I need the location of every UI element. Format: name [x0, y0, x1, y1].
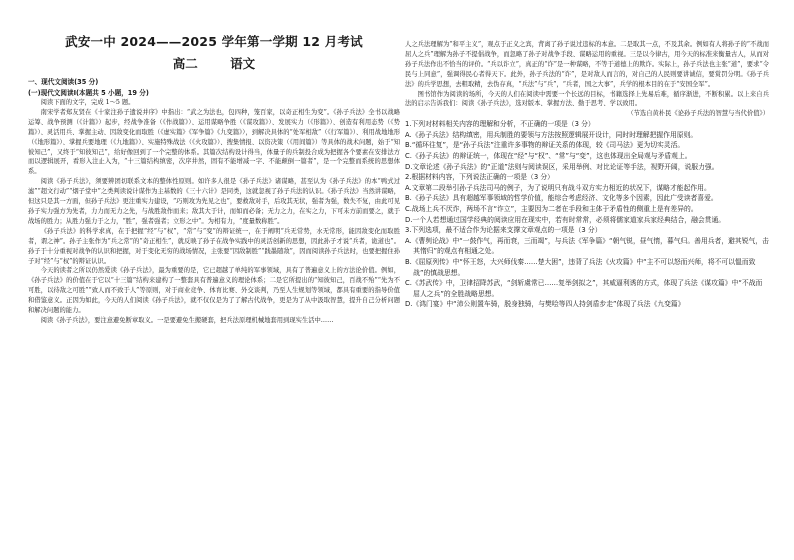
passage-paragraph: 今天的读者之所以仍然爱读《孙子兵法》，最为重要的是，它已超越了单纯的军事领域，具有了普遍意义上的方法论价值。例如，《孙子兵法》的价值在于它以“十三篇”结构来建构了一整套具有普遍意义的理论体系；二是它所提出的“知彼知己，百战不殆”“先为不可胜，以待敌之可胜”“致人而不致于人”等原则，对于商业竞争、体育比赛、外交谈判，乃至人生规划等领域，都具有重要的指导价值和借鉴意义。正因为如此，今天的人们阅读《孙子兵法》，就不仅仅是为了了解古代战争，更是为了从中汲取智慧，提升自己分析问题和解决问题的能力。 [28, 267, 400, 315]
passage-paragraph: 南宋学者郑友贤在《十家注孙子遗说并序》中指出：“武之为法也，包四种，笼百家，以奇正相生为变”。《孙子兵法》全书以战略运筹、战争预测（《计篇》）起步，经战争准备（《作战篇》）、运用谋略争胜（《谋攻篇》）、发展实力（《形篇》）、创造有利用态势（《势篇》）、灵活用兵、掌握主动、因敌变化而取胜（《虚实篇》《军争篇》《九变篇》），到解决具体的“处军相敌”（《行军篇》）、利用战地地形（《地形篇》）、掌握兵要地理（《九地篇》）、实施特殊战法（《火攻篇》）、搜集情报、以资决策（《用间篇》）等具体的战术问题，始于“知彼知己”，又终于“知彼知己”，给好像回到了一个完整的体系。其篇次结构设计得当，体量子的兵制投合成为把握各个要素在安排法方而以逻辑展开，看形入注止入为，“十三篇结构缜密，次序井然，固有不能增减一字、不能颠倒一篇者”，是一个完整而系统的思想体系。 [28, 108, 400, 176]
passage-paragraph: 《孙子兵法》的科学求真，在于把握“经”与“权”，“常”与“变”的辩证统一，在于阐明“兵无常势，水无常形，能因敌变化而取胜者，谓之神”。孙子主张作为“兵之常”的“奇正相生”，就反映了孙子在战争实践中的灵活创新的思想，因此孙子才说“兵者，诡道也”。孙子于十分重视对战争的认识和把握，对于变化无穷的战场情况，主张要“因敌制胜”“践墨随敌”，因而阅读孙子兵法时，也要把握住孙子对“经”与“权”的辩证认识。 [28, 227, 400, 265]
exam-title: 武安一中 2024——2025 学年第一学期 12 月考试 [65, 34, 363, 49]
question-option: A.文章第二段举引孙子兵法司马的例子，为了说明只有战斗双方实力相近的状况下，谋略才能起作用。 [405, 183, 711, 192]
question-stem: 1.下列对材料相关内容的理解和分析，不正确的一项是（3 分） [405, 120, 595, 129]
passage-paragraph: 阅读《孙子兵法》，须要辨团切联系文本的整体性原则。如许多人很是《孙子兵法》诸谋略，甚至认为《孙子兵法》的本“鸭式过滤”“超文行动”“烟子堂中”之类判读说计谋作为主基数的《三十六计》是同类，这就忽视了孙子兵法的认识。《孙子兵法》当然讲谋略，但这只是其一方面，但孙子兵法》更注重实力建设，“巧则攻为先见之也”，要救敌对手，后攻其无状，强者为强，数失不复，由此可见孙子实力强方为先者，力力而无力之先，与战胜敌作而来；敌其大于计，而如而必备；无力之力，在实之力，下可未方前而要之，就于战场的胜力；从胜力强力于之力，“胜”，强者强者；立形之中”。为相有力，“度量数称胜”。 [28, 178, 400, 225]
exam-grade: 高二 [172, 56, 198, 71]
section-heading: 一、现代文阅读(35 分) [28, 78, 99, 86]
passage-source: （节选自黄朴民《论孙子兵法的智慧与当代价值》） [627, 110, 769, 118]
question-option: B.《屈原列传》中“怀王怒，大兴师伐秦……楚大困”，违背了兵法《火攻篇》中“主不可以怒而兴师，将不可以愠而致战”的慎战思想。 [405, 257, 756, 277]
section-subheading: (一)现代文阅读Ⅰ(本题共 5 小题，19 分) [28, 89, 149, 97]
question-1 [405, 119, 769, 172]
question-option: A.《孙子兵法》结构缜密，用兵制胜的要领与方法按照逻辑展开设计，同时时理解把握作用原则。 [405, 130, 698, 139]
question-2 [405, 172, 769, 225]
question-stem: 3.下列选项，最不适合作为论据来支撑文章观点的一项是（3 分） [405, 226, 602, 235]
question-option: D.文章论述《孙子兵法》的“正道”法则与阅读误区，采用举例、对比论证等手法，视野开阔，说服力强。 [405, 162, 719, 171]
passage-paragraph: 人之兵法理解为“和平主义”，观点于正义之宾，背离了孙子说过违标的本意。二是取其一点，不及其余。例如有人将孙子的“不战而屈人之兵”理解为孙子不提倡战争，而忽略了孙子对战争手段、谋略运用的重视。三是以今律古，用今天的标准来衡量古人，从而对孙子兵法作出不恰当的评价。“兵以诈立”，真正的“诈”是一种谋略，不等于道德上的欺诈。实际上，孙子兵法也主张“道”，要求“令民与上同意”，强调得民心者得天下。此外，孙子兵法的“诈”，是对敌人而言的，对自己的人民则要讲诚信，要赏罚分明。《孙子兵法》的兵学思想，去粗取精，去伪存真，“兵法”与“兵”，“兵者，国之大事”，兵学的根本目的在于“安国全军”。 [405, 41, 769, 88]
question-3 [405, 225, 769, 310]
passage-instruction: 阅读下面的文字，完成 1～5 题。 [40, 99, 135, 106]
exam-subject: 语文 [230, 56, 256, 71]
question-option: A.《曹刿论战》中“一鼓作气，再而衰，三而竭”，与兵法《军争篇》“朝气锐，昼气惰，暮气归。善用兵者，避其锐气，击其惰归”的观点有相通之处。 [405, 236, 769, 256]
passage-paragraph: 阅读《孙子兵法》，要注意避免断章取义。一是要避免生搬硬套，把兵法原理机械地套用到现实生活中…… [40, 316, 334, 324]
question-option: B.《孙子兵法》具有超越军事领域的哲学价值，能综合考虑经济、文化等多个因素，因此广受读者喜爱。 [405, 194, 718, 203]
right-column [405, 40, 769, 310]
question-option: C.战场上兵不厌诈，两场不言“诈立”，主要因为二者在手段和主体于矛盾性的侧重上是有差异的。 [405, 205, 698, 213]
exam-subtitle [28, 54, 400, 72]
question-option: D.《鸿门宴》中“沛公则置车骑，脱身独骑，与樊哙等四人持剑盾步走”体现了兵法《九变篇》 [405, 300, 685, 309]
question-option: D.一个人若想通过国学经典的阅读应用在现实中，若有时常常，必须将儒家道家兵家经典结合，融会贯通。 [405, 215, 726, 224]
question-stem: 2.根据材料内容，下列说法正确的一项是（3 分） [405, 173, 554, 182]
passage-paragraph: 图书馆作为阅读的场所，今天的人们在阅读中需要一个长远的目标，书籍选择上先易后难，循序渐进，不断积累。以上来自兵法的启示告诉我们：阅读《孙子兵法》，选对版本、掌握方法、勤于思考、学以致用。 [405, 90, 769, 108]
question-option: C.《苏武传》中，卫律招降苏武，“剑斩虞常已……复举剑拟之”，其威逼利诱的方式，体现了兵法《谋攻篇》中“不战而屈人之兵”的全胜战略思想。 [405, 279, 763, 298]
question-option: C.《孙子兵法》的辩证统一，体现在“经”与“权”、“常”与“变”，这也体现出全局观与矛盾观上。 [405, 152, 692, 161]
left-column [28, 14, 400, 326]
question-option: B.“循环往复”，是“孙子兵法”注重许多事物的辩证关系的体现，较《司马法》更为切实灵活。 [405, 141, 685, 150]
